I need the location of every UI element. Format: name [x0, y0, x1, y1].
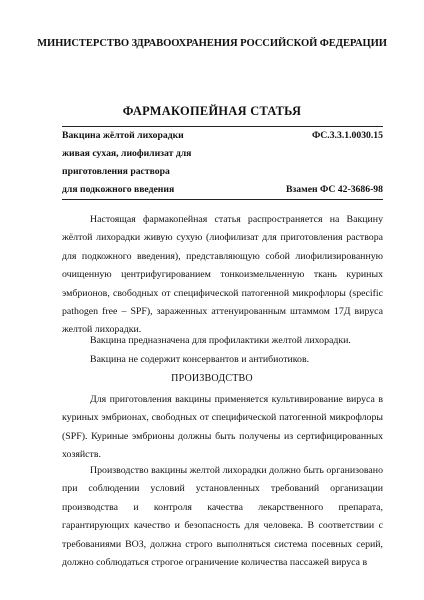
production-paragraph-2: Производство вакцины желтой лихорадки должно быть организовано при соблюдении условий установленных требований организации производства и контроля качества лекарственного препарата, гарантирующих качество и безопасность для человека. В соответствии с требованиями ВОЗ, должна строго выполняться система посевных серий, должно соблюдаться строгое ограничение количества пассажей вируса в [62, 465, 383, 569]
production-section-heading: ПРОИЗВОДСТВО [171, 373, 253, 384]
article-code: ФС.3.3.1.0030.15 [311, 130, 383, 141]
replaces-note: Взамен ФС 42-3686-98 [285, 184, 383, 195]
product-name-line-4: для подкожного введения [62, 184, 175, 195]
header-bottom-rule [62, 199, 383, 200]
purpose-paragraph: Вакцина предназначена для профилактики желтой лихорадки. [90, 335, 351, 346]
product-name-line-2: живая сухая, лиофилизат для [62, 148, 192, 159]
product-name-line-1: Вакцина жёлтой лихорадки [62, 130, 184, 141]
product-name-line-3: приготовления раствора [62, 166, 170, 177]
document-type-title: ФАРМАКОПЕЙНАЯ СТАТЬЯ [122, 104, 302, 118]
composition-paragraph: Вакцина не содержит консервантов и антибиотиков. [90, 354, 310, 365]
ministry-heading: МИНИСТЕРСТВО ЗДРАВООХРАНЕНИЯ РОССИЙСКОЙ ФЕДЕРАЦИИ [37, 38, 387, 49]
header-top-rule [62, 126, 383, 127]
intro-paragraph: Настоящая фармакопейная статья распространяется на Вакцину жёлтой лихорадки живую сухую (лиофилизат для приготовления раствора для подкожного введения), представляющую собой лиофилизированную очищенную центрифугированием тонкоизмельченную ткань куриных эмбрионов, свободных от специфической патогенной микрофлоры (specific pathogen free – SPF), зараженных аттенуированным штаммом 17Д вируса желтой лихорадки. [62, 214, 383, 336]
production-paragraph-1: Для приготовления вакцины применяется культивирование вируса в куриных эмбрионах, свободных от специфической патогенной микрофлоры (SPF). Куриные эмбрионы должны быть получены из сертифицированных хозяйств. [62, 394, 383, 461]
